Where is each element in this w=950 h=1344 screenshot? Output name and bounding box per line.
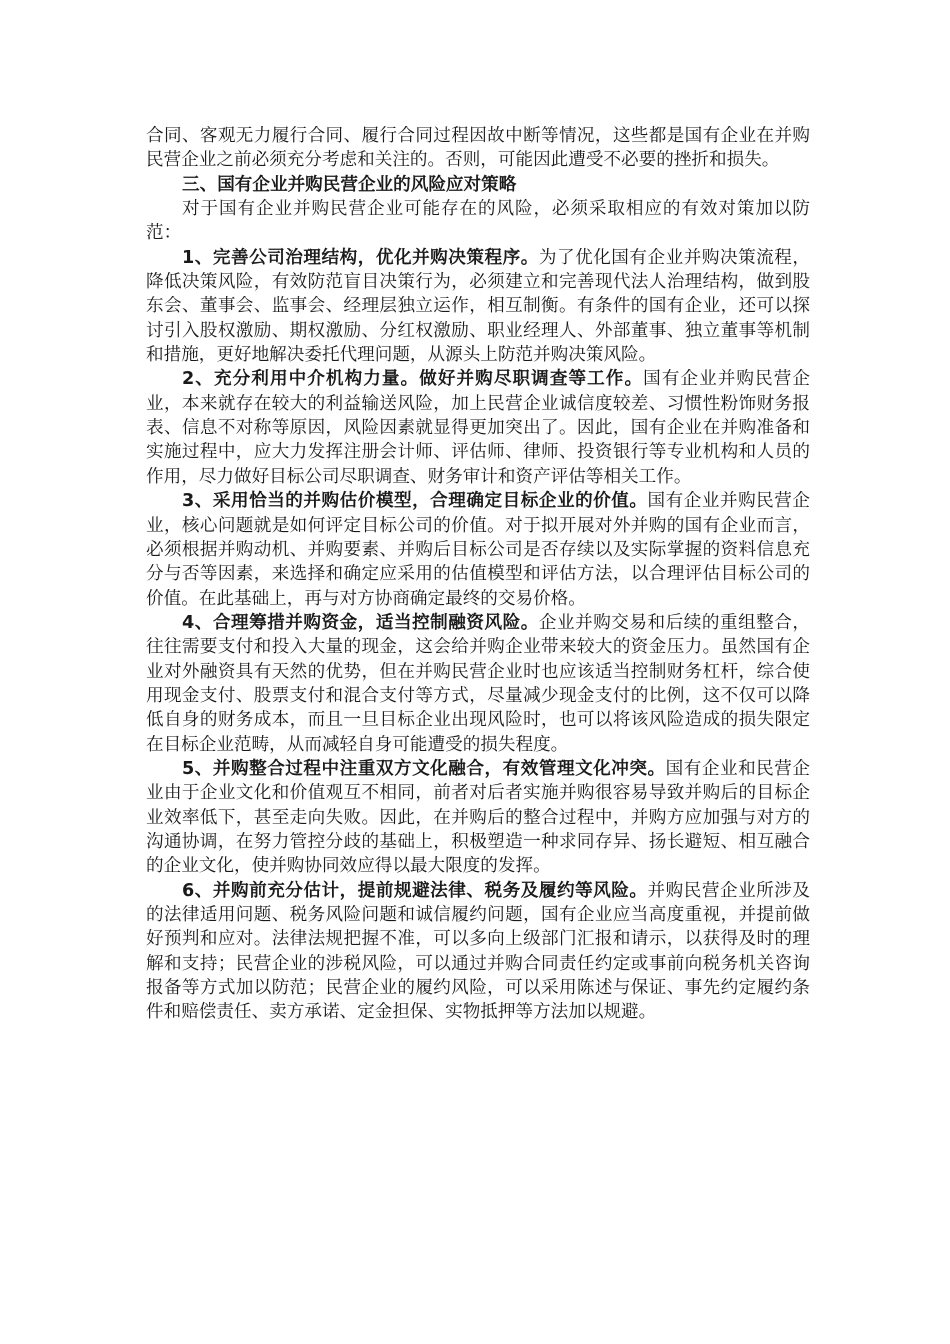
strategy-item-6 xyxy=(146,879,810,1025)
section-heading: 三、国有企业并购民营企业的风险应对策略 xyxy=(182,174,517,195)
strategy-item-4 xyxy=(146,611,810,757)
strategy-item-6-lead: 6、并购前充分估计，提前规避法律、税务及履约等风险。 xyxy=(182,880,648,901)
strategy-item-6-body: 并购民营企业所涉及的法律适用问题、税务风险问题和诚信履约问题，国有企业应当高度重视，并提前做好预判和应对。法律法规把握不准，可以多向上级部门汇报和请示，以获得及时的理解和支持；民营企业的涉税风险，可以通过并购合同责任约定或事前向税务机关咨询报备等方式加以防范；民营企业的履约风险，可以采用陈述与保证、事先约定履约条件和赔偿责任、卖方承诺、定金担保、实物抵押等方法加以规避。 xyxy=(146,880,810,1023)
strategy-item-3-body: 国有企业并购民营企业，核心问题就是如何评定目标公司的价值。对于拟开展对外并购的国有企业而言，必须根据并购动机、并购要素、并购后目标公司是否存续以及实际掌握的资料信息充分与否等因素，来选择和确定应采用的估值模型和评估方法，以合理评估目标公司的价值。在此基础上，再与对方协商确定最终的交易价格。 xyxy=(146,491,810,609)
document-page xyxy=(146,124,810,1025)
strategy-item-5-lead: 5、并购整合过程中注重双方文化融合，有效管理文化冲突。 xyxy=(182,758,666,779)
strategy-item-2-lead: 2、充分利用中介机构力量。做好并购尽职调查等工作。 xyxy=(182,369,644,390)
intro-paragraph: 对于国有企业并购民营企业可能存在的风险，必须采取相应的有效对策加以防范： xyxy=(146,199,810,244)
strategy-item-2 xyxy=(146,367,810,489)
strategy-item-5 xyxy=(146,757,810,879)
strategy-item-3-lead: 3、采用恰当的并购估价模型，合理确定目标企业的价值。 xyxy=(182,491,648,512)
continuation-paragraph: 合同、客观无力履行合同、履行合同过程因故中断等情况，这些都是国有企业在并购民营企业之前必须充分考虑和关注的。否则，可能因此遭受不必要的挫折和损失。 xyxy=(146,126,810,171)
strategy-item-1-lead: 1、完善公司治理结构，优化并购决策程序。 xyxy=(182,247,539,268)
strategy-item-1-body: 为了优化国有企业并购决策流程，降低决策风险，有效防范盲目决策行为，必须建立和完善现代法人治理结构，做到股东会、董事会、监事会、经理层独立运作，相互制衡。有条件的国有企业，还可以探讨引入股权激励、期权激励、分红权激励、职业经理人、外部董事、独立董事等机制和措施，更好地解决委托代理问题，从源头上防范并购决策风险。 xyxy=(146,247,810,366)
strategy-item-4-body: 企业并购交易和后续的重组整合，往往需要支付和投入大量的现金，这会给并购企业带来较大的资金压力。虽然国有企业对外融资具有天然的优势，但在并购民营企业时也应该适当控制财务杠杆，综合使用现金支付、股票支付和混合支付等方式，尽量减少现金支付的比例，这不仅可以降低自身的财务成本，而且一旦目标企业出现风险时，也可以将该风险造成的损失限定在目标企业范畴，从而减轻自身可能遭受的损失程度。 xyxy=(146,612,810,755)
strategy-item-4-lead: 4、合理筹措并购资金，适当控制融资风险。 xyxy=(182,612,539,633)
strategy-item-5-body: 国有企业和民营企业由于企业文化和价值观互不相同，前者对后者实施并购很容易导致并购后的目标企业效率低下，甚至走向失败。因此，在并购后的整合过程中，并购方应加强与对方的沟通协调，在努力管控分歧的基础上，积极塑造一种求同存异、扬长避短、相互融合的企业文化，使并购协同效应得以最大限度的发挥。 xyxy=(146,758,810,877)
strategy-item-1 xyxy=(146,246,810,368)
strategy-item-2-body: 国有企业并购民营企业，本来就存在较大的利益输送风险，加上民营企业诚信度较差、习惯性粉饰财务报表、信息不对称等原因，风险因素就显得更加突出了。因此，国有企业在并购准备和实施过程中，应大力发挥注册会计师、评估师、律师、投资银行等专业机构和人员的作用，尽力做好目标公司尽职调查、财务审计和资产评估等相关工作。 xyxy=(146,369,810,487)
strategy-item-3 xyxy=(146,489,810,611)
